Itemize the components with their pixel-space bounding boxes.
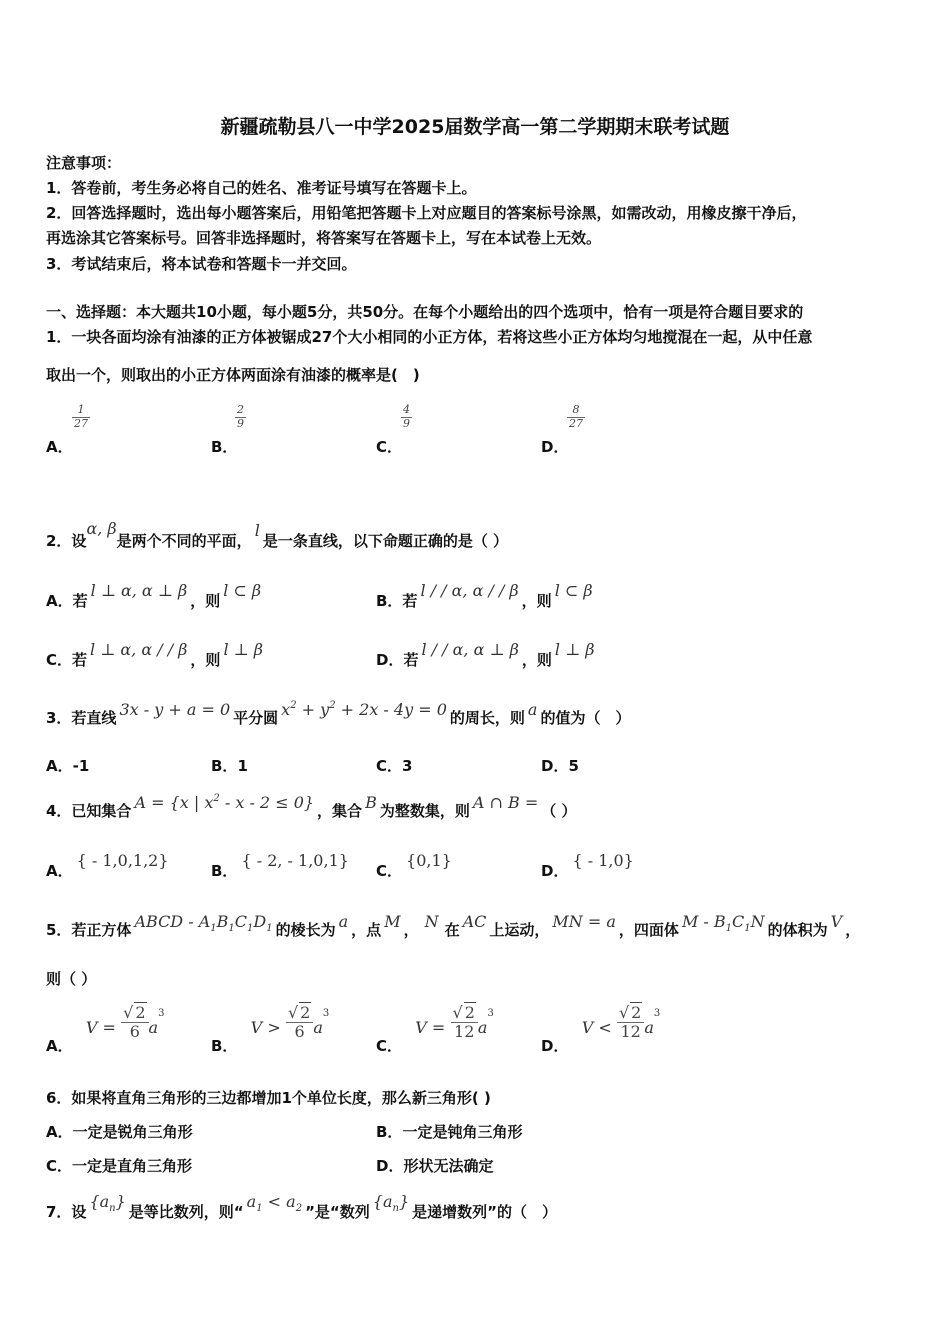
option-a[interactable] — [46, 436, 73, 457]
question-stem: 3．若直线 3x - y + a = 0 平分圆 $x^2 + y^2 + 2x - 4y = 0$ 的周长，则 a 的值为（ ） — [46, 700, 631, 727]
question-stem: 1．一块各面均涂有油漆的正方体被锯成27个大小相同的小正方体，若将这些小正方体均匀地搅混在一起，从中任意 — [46, 328, 813, 346]
option-c[interactable]: C． V = $\frac{√ 2}{12}$ $a^3$ — [376, 1003, 494, 1056]
option-a[interactable]: A．一定是锐角三角形 — [46, 1123, 193, 1141]
option-c[interactable]: C．一定是直角三角形 — [46, 1157, 193, 1175]
notice-item: 再选涂其它答案标号。回答非选择题时，将答案写在答题卡上，写在本试卷上无效。 — [46, 229, 602, 247]
option-a[interactable]: A．若l ⊥ α, α ⊥ β，则l ⊂ β — [46, 581, 262, 610]
option-b[interactable]: B．若l / / α, α / / β，则l ⊂ β — [376, 581, 593, 610]
option-d[interactable]: D．{ - 1,0} — [541, 851, 634, 880]
question-stem: 则（ ） — [46, 970, 97, 988]
option-label: A． — [46, 438, 73, 456]
question-stem: 7．设$\{a_n\}$是等比数列，则“$a_1 < a_2$ ”是“数列$\{a_n\}$是递增数列”的（ ） — [46, 1192, 558, 1221]
option-a[interactable]: A．-1 — [46, 757, 90, 775]
option-b[interactable]: B． — [211, 438, 238, 456]
notice-item: 2．回答选择题时，选出每小题答案后，用铅笔把答题卡上对应题目的答案标号涂黑，如需改动，用橡皮擦干净后， — [46, 204, 807, 222]
option-d[interactable]: D． V < $\frac{√ 2}{12}$ $a^3$ — [541, 1003, 661, 1056]
question-stem: 4．已知集合 A = {x | $x^2 - x - 2 \le 0$} ，集合 B 为整数集，则 A ∩ B = （ ） — [46, 793, 577, 820]
option-a[interactable]: A．{ - 1,0,1,2} — [46, 851, 169, 880]
option-c[interactable]: C．3 — [376, 757, 413, 775]
option-a[interactable]: A． V = $\frac{√ 2}{6}$ $a^3$ — [46, 1003, 165, 1056]
section-heading: 一、选择题：本大题共10小题，每小题5分，共50分。在每个小题给出的四个选项中，恰有一项是符合题目要求的 — [46, 303, 804, 321]
option-b[interactable]: B．一定是钝角三角形 — [376, 1123, 523, 1141]
option-c[interactable]: C．若l ⊥ α, α / / β，则l ⊥ β — [46, 640, 264, 669]
option-b[interactable]: B．{ - 2, - 1,0,1} — [211, 851, 349, 880]
option-b-fraction: $\frac{2}{9}$ — [237, 403, 244, 430]
question-stem: 5．若正方体 ABCD - $A_1B_1C_1D_1$ 的棱长为 a ，点 M ， N 在 AC 上运动， MN = a ，四面体 M - $B_1C_1N$ 的体积为 V ， — [46, 912, 861, 939]
option-d[interactable]: D．形状无法确定 — [376, 1157, 494, 1175]
option-c[interactable]: C．{0,1} — [376, 851, 452, 880]
question-stem: 取出一个，则取出的小正方体两面涂有油漆的概率是( ) — [46, 366, 420, 384]
option-b[interactable]: B．1 — [211, 757, 248, 775]
question-stem: 2．设α, β是两个不同的平面，l是一条直线，以下命题正确的是（ ） — [46, 519, 509, 550]
option-a-fraction: $\frac{1}{27}$ — [74, 403, 88, 430]
notice-item: 1．答卷前，考生务必将自己的姓名、准考证号填写在答题卡上。 — [46, 179, 477, 197]
option-d[interactable]: D．5 — [541, 757, 579, 775]
option-c-fraction: $\frac{4}{9}$ — [403, 403, 410, 430]
page-title: 新疆疏勒县八一中学2025届数学高一第二学期期末联考试题 — [220, 116, 730, 138]
notice-heading: 注意事项： — [46, 154, 122, 172]
option-d[interactable]: D．若l / / α, α ⊥ β，则l ⊥ β — [376, 640, 595, 669]
option-d[interactable]: D． — [541, 438, 569, 456]
notice-item: 3．考试结束后，将本试卷和答题卡一并交回。 — [46, 255, 357, 273]
option-b[interactable]: B． V > $\frac{√ 2}{6}$ $a^3$ — [211, 1003, 330, 1056]
option-c[interactable]: C． — [376, 438, 403, 456]
option-d-fraction: $\frac{8}{27}$ — [569, 403, 583, 430]
question-stem: 6．如果将直角三角形的三边都增加1个单位长度，那么新三角形( ) — [46, 1089, 491, 1107]
